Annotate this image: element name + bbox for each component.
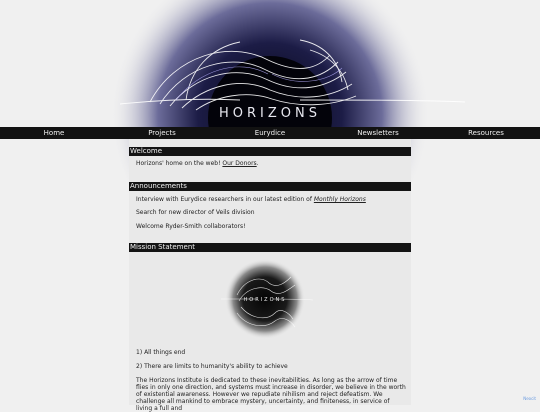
- content-column: [129, 139, 411, 412]
- mission-heading: Mission Statement: [129, 243, 411, 252]
- donors-link[interactable]: Our Donors: [222, 160, 257, 167]
- announcement-text: Interview with Eurydice researchers in our latest edition of: [136, 196, 314, 203]
- nav-home[interactable]: Home: [43, 129, 65, 137]
- welcome-text-prefix: Horizons' home on the web!: [136, 160, 223, 167]
- mission-point: 2) There are limits to humanity's ability to achieve: [136, 363, 288, 370]
- welcome-text: [136, 160, 259, 168]
- nav-resources[interactable]: Resources: [468, 129, 504, 137]
- announcements-heading: Announcements: [129, 182, 411, 191]
- main-nav: [0, 127, 540, 139]
- header-banner: [0, 0, 540, 127]
- mission-logo-text: HORIZONS: [243, 297, 287, 303]
- announcement-item: Search for new director of Veils division: [136, 209, 255, 216]
- host-badge[interactable]: Neocit: [523, 396, 536, 401]
- welcome-text-suffix: .: [256, 160, 259, 167]
- announcement-item: Welcome Ryder-Smith collaborators!: [136, 223, 246, 230]
- brand-title: HORIZONS: [219, 106, 321, 121]
- nav-eurydice[interactable]: Eurydice: [254, 129, 286, 137]
- nav-projects[interactable]: Projects: [148, 129, 176, 137]
- mission-point: 1) All things end: [136, 349, 186, 356]
- mission-paragraph: The Horizons Institute is dedicated to these inevitabilities. As long as the arrow of time flies in only one direction, and systems must increase in disorder, we believe in the worth of existential awareness. However we repudiate nihilism and reject defeatism. We challenge all mankind to embrace mystery, uncertainty, and finiteness, in service of living a full and: [136, 377, 406, 412]
- welcome-heading: Welcome: [129, 147, 411, 156]
- monthly-horizons-link[interactable]: Monthly Horizons: [313, 196, 366, 203]
- nav-newsletters[interactable]: Newsletters: [357, 129, 399, 137]
- announcement-item: [136, 196, 366, 204]
